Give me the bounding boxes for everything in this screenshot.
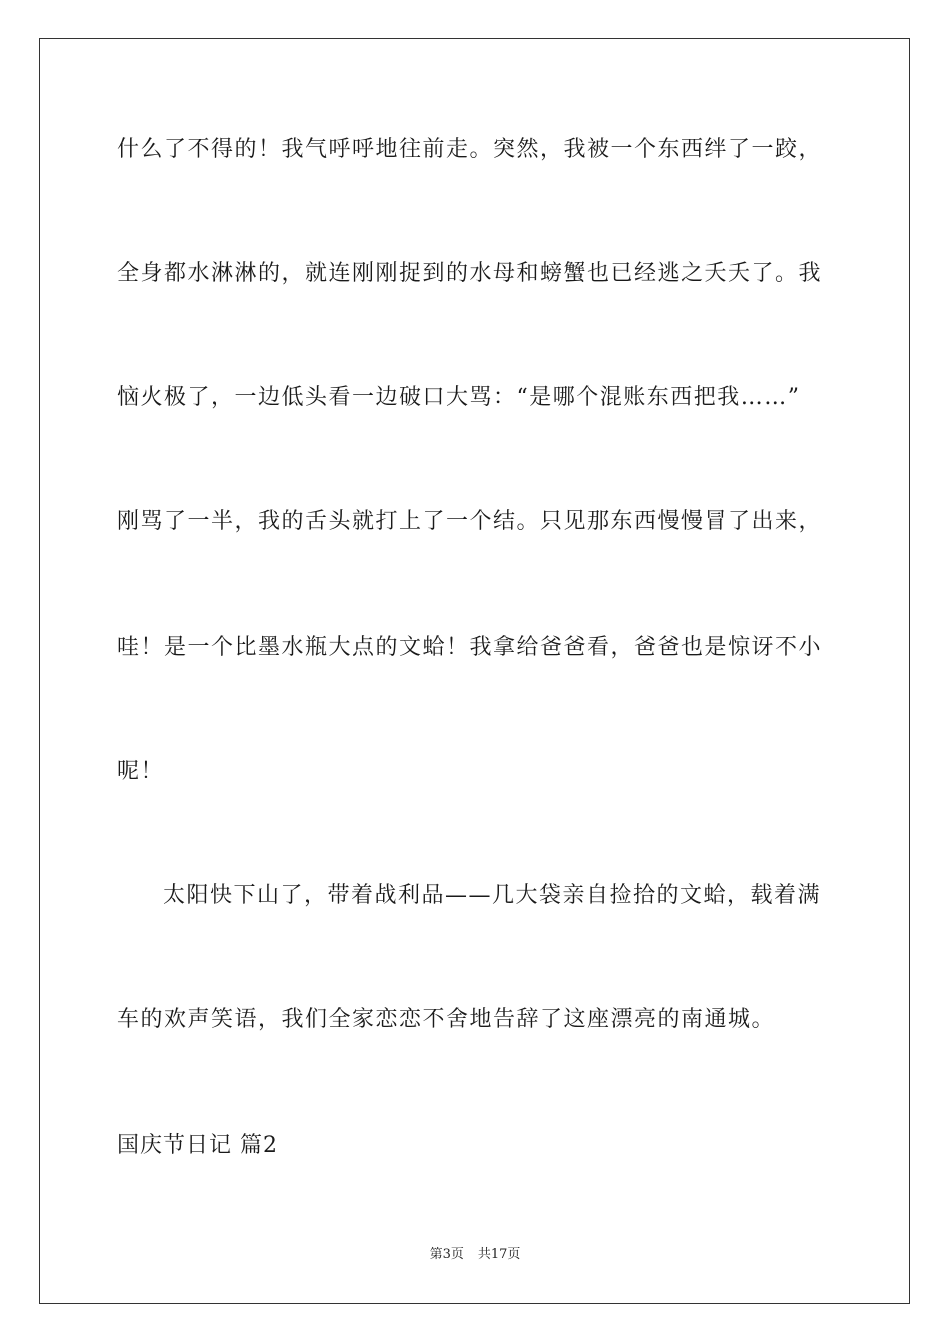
page-number: 第3页 xyxy=(429,1247,464,1262)
section-heading: 国庆节日记 篇2 xyxy=(117,1133,278,1158)
paragraph-line-8: 车的欢声笑语，我们全家恋恋不舍地告辞了这座漂亮的南通城。 xyxy=(117,1007,776,1032)
page-total: 共17页 xyxy=(477,1247,521,1262)
paragraph-line-1: 什么了不得的！我气呼呼地往前走。突然，我被一个东西绊了一跤， xyxy=(117,137,823,162)
paragraph-line-7: 太阳快下山了，带着战利品——几大袋亲自捡拾的文蛤，载着满 xyxy=(163,883,822,908)
page-footer xyxy=(0,1246,950,1264)
paragraph-line-5: 哇！是一个比墨水瓶大点的文蛤！我拿给爸爸看，爸爸也是惊讶不小 xyxy=(117,635,823,660)
page-border xyxy=(39,38,910,1304)
paragraph-line-4: 刚骂了一半，我的舌头就打上了一个结。只见那东西慢慢冒了出来， xyxy=(117,509,823,534)
paragraph-line-2: 全身都水淋淋的，就连刚刚捉到的水母和螃蟹也已经逃之夭夭了。我 xyxy=(117,261,823,286)
paragraph-line-6: 呢！ xyxy=(117,759,165,784)
paragraph-line-3: 恼火极了，一边低头看一边破口大骂：“是哪个混账东西把我……” xyxy=(117,385,801,410)
